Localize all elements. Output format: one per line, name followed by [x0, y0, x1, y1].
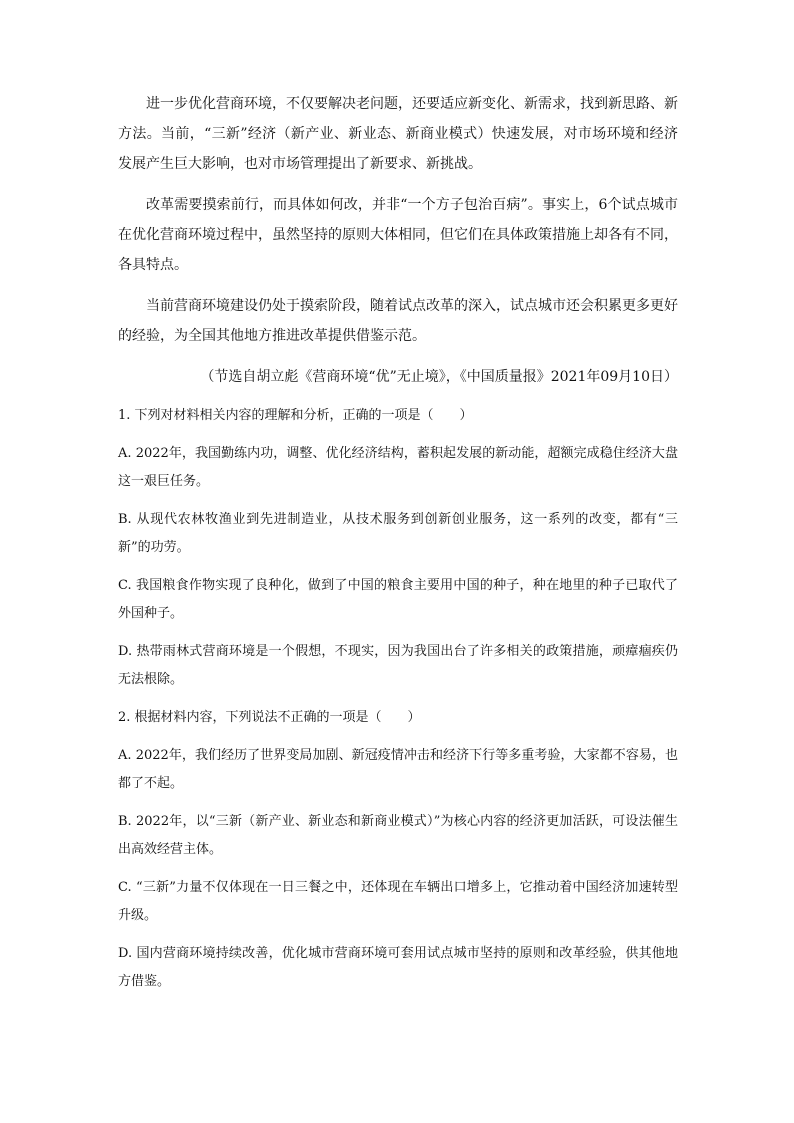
question-2-option-a: A. 2022年，我们经历了世界变局加剧、新冠疫情冲击和经济下行等多重考验，大家都不容易，也都了不起。: [118, 748, 678, 791]
passage-paragraph-1: 进一步优化营商环境，不仅要解决老问题，还要适应新变化、新需求，找到新思路、新方法。当前，“三新”经济（新产业、新业态、新商业模式）快速发展，对市场环境和经济发展产生巨大影响，也对市场管理提出了新要求、新挑战。: [118, 96, 678, 172]
question-1-option-d: D. 热带雨林式营商环境是一个假想，不现实，因为我国出台了许多相关的政策措施，顽瘴痼疾仍无法根除。: [118, 644, 678, 687]
question-2-stem: 2. 根据材料内容，下列说法不正确的一项是（ ）: [118, 710, 421, 725]
question-2-option-c: C. “三新”力量不仅体现在一日三餐之中，还体现在车辆出口增多上，它推动着中国经济加速转型升级。: [118, 880, 678, 923]
document-content: [118, 89, 678, 1006]
question-2-option-d: D. 国内营商环境持续改善，优化城市营商环境可套用试点城市坚持的原则和改革经验，供其他地方借鉴。: [118, 946, 678, 989]
question-2-option-b: B. 2022年，以“三新（新产业、新业态和新商业模式）”为核心内容的经济更加活跃，可设法催生出高效经营主体。: [118, 814, 678, 857]
passage-source: （节选自胡立彪《营商环境“优”无止境》，《中国质量报》2021年09月10日）: [200, 369, 678, 385]
question-1-option-c: C. 我国粮食作物实现了良种化，做到了中国的粮食主要用中国的种子，种在地里的种子已取代了外国种子。: [118, 578, 678, 621]
question-1-stem: 1. 下列对材料相关内容的理解和分析，正确的一项是（ ）: [118, 408, 473, 423]
passage-paragraph-2: 改革需要摸索前行，而具体如何改，并非“一个方子包治百病”。事实上，6个试点城市在优化营商环境过程中，虽然坚持的原则大体相同，但它们在具体政策措施上却各有不同，各具特点。: [118, 197, 678, 273]
passage-paragraph-3: 当前营商环境建设仍处于摸索阶段，随着试点改革的深入，试点城市还会积累更多更好的经验，为全国其他地方推进改革提供借鉴示范。: [118, 298, 678, 344]
question-1-option-b: B. 从现代农林牧渔业到先进制造业，从技术服务到创新创业服务，这一系列的改变，都有“三新”的功劳。: [118, 512, 678, 555]
question-1-option-a: A. 2022年，我国勤练内功，调整、优化经济结构，蓄积起发展的新动能，超额完成稳住经济大盘这一艰巨任务。: [118, 446, 678, 489]
